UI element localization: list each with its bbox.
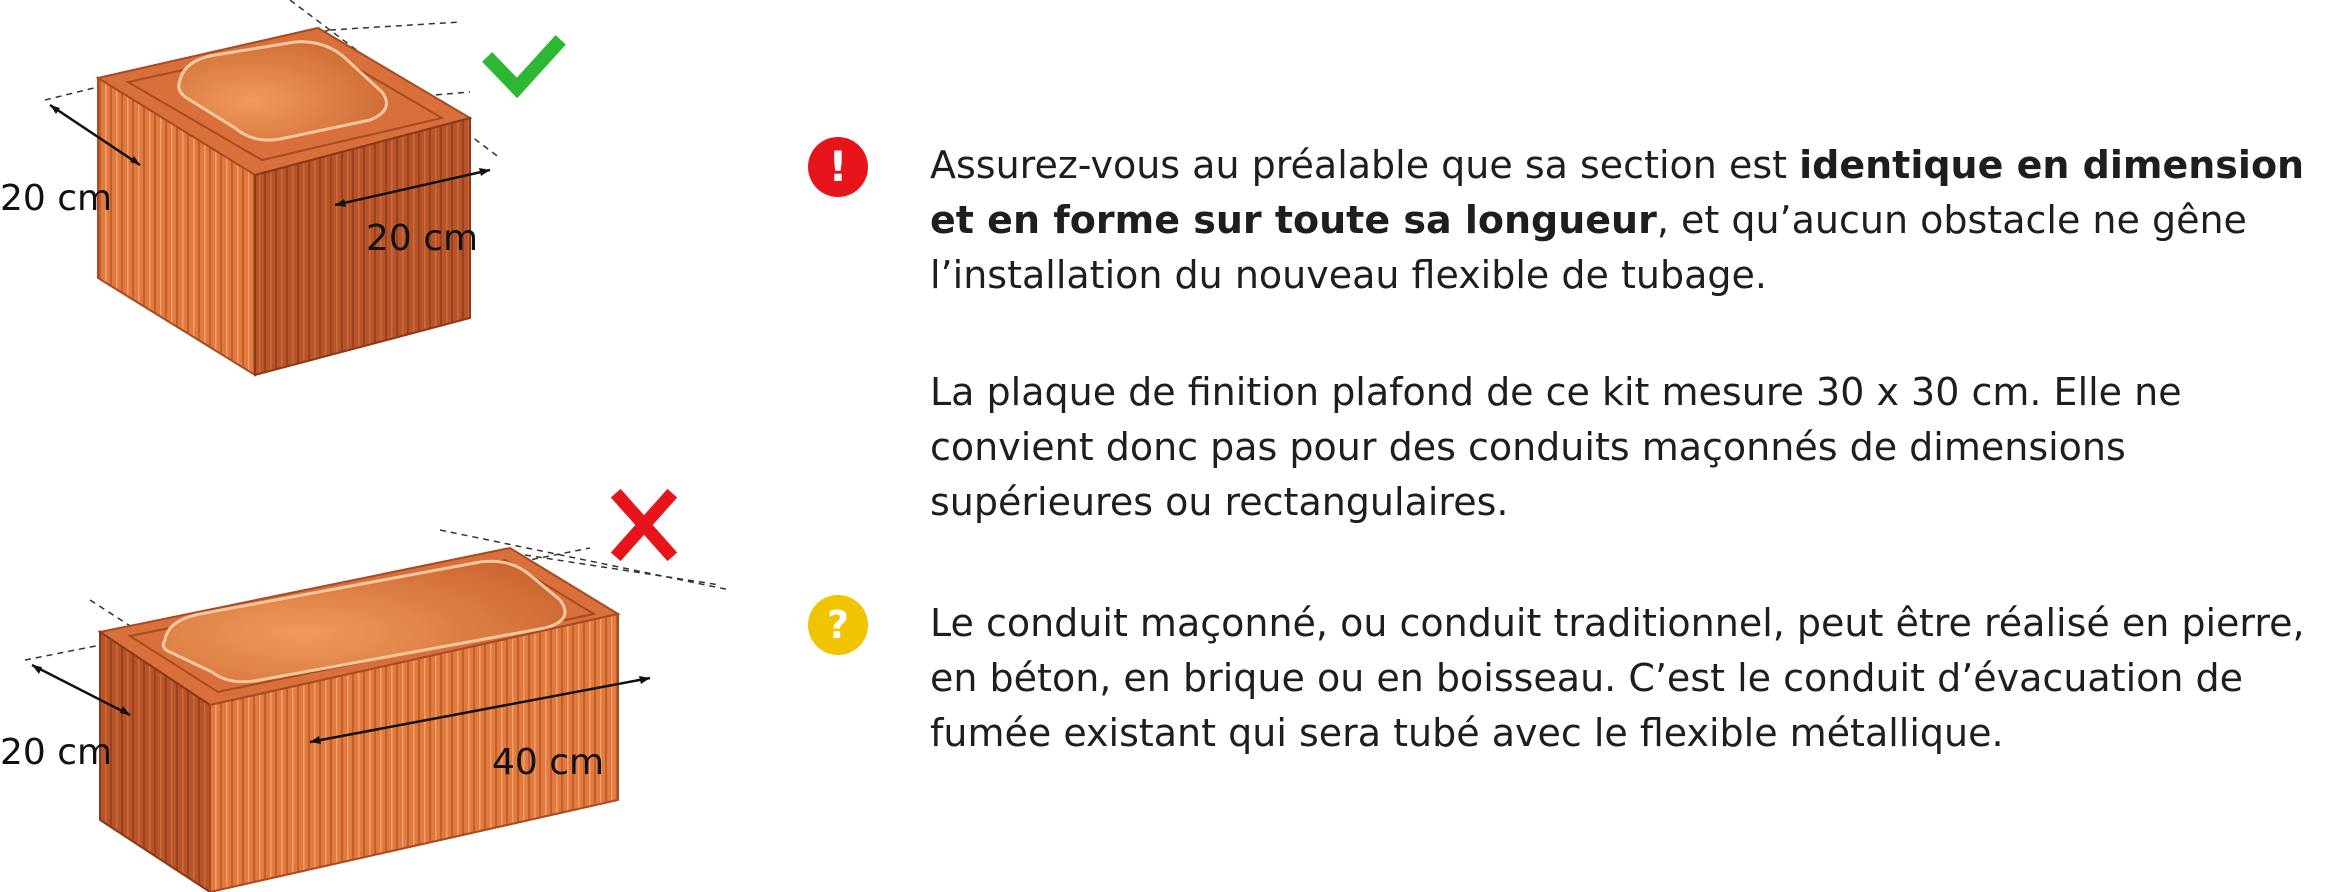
- bottom-depth-label: 20 cm: [0, 732, 113, 773]
- bottom-width-label: 40 cm: [492, 742, 605, 783]
- brick-top-square: [45, 0, 500, 375]
- exclamation-icon: !: [808, 137, 868, 197]
- question-icon: ?: [808, 595, 868, 655]
- brick-bottom-rectangular: [25, 530, 730, 892]
- brick-illustrations: [0, 0, 930, 892]
- top-depth-label: 20 cm: [0, 178, 113, 219]
- info-paragraph: Le conduit maçonné, ou conduit traditionnel, peut être réalisé en pierre, en béton, en brique ou en boisseau. C’est le conduit d’évacuation de fumée existant qui sera tubé avec le flexible métallique.: [930, 601, 2305, 755]
- warning-text-bold: identique en dimension et en forme sur toute sa longueur: [930, 143, 2305, 242]
- warning-text-start: Assurez-vous au préalable que sa section est: [930, 143, 1800, 187]
- plate-size-paragraph: La plaque de finition plafond de ce kit mesure 30 x 30 cm. Elle ne convient donc pas pour des conduits maçonnés de dimensions supérieures ou rectangulaires.: [930, 370, 2182, 524]
- checkmark-icon: [492, 45, 556, 88]
- cross-icon: [620, 498, 668, 552]
- top-width-label: 20 cm: [366, 218, 479, 259]
- warning-paragraph: [930, 138, 2330, 303]
- warning-text-end: , et qu’aucun obstacle ne gêne l’installation du nouveau flexible de tubage.: [930, 198, 2247, 297]
